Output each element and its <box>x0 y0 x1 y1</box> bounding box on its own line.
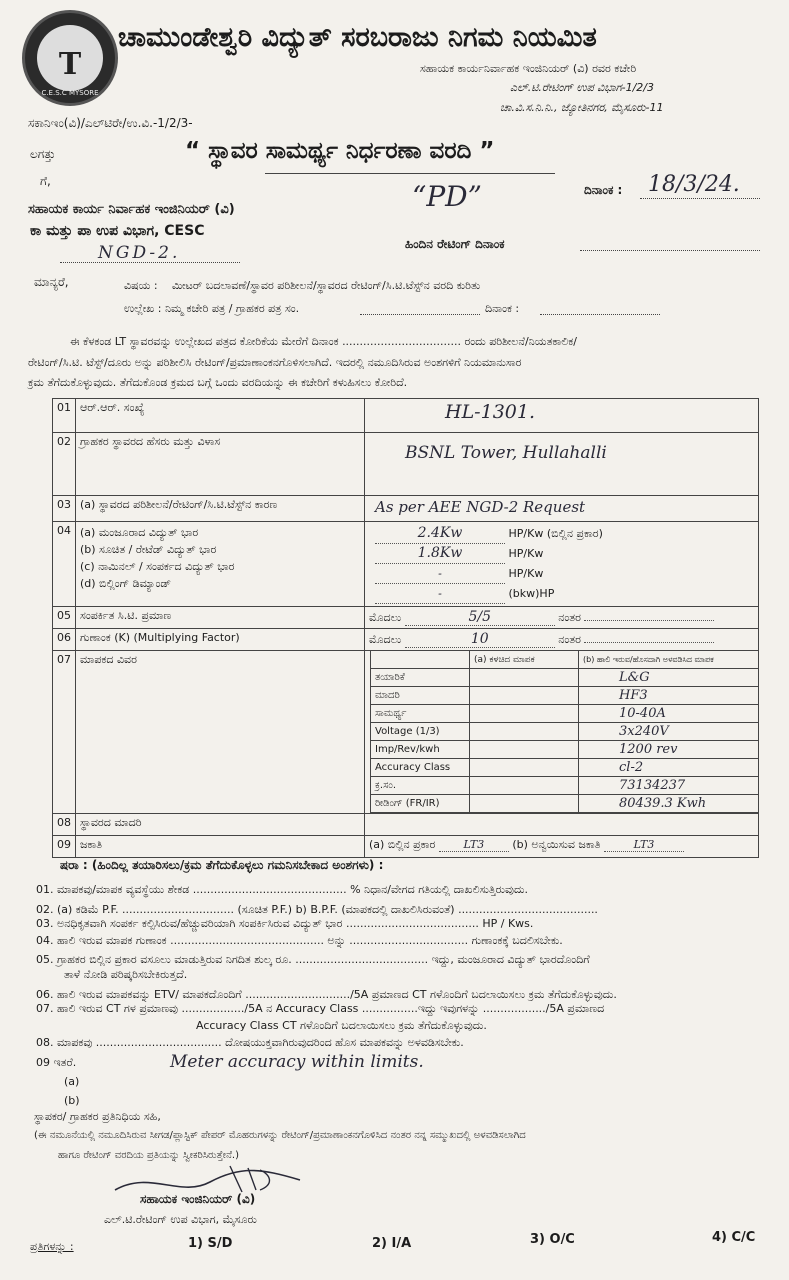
meter-model-old <box>470 687 579 705</box>
row-number: 08 <box>53 814 76 836</box>
org-name: ಚಾಮುಂಡೇಶ್ವರಿ ವಿದ್ಯುತ್ ಸರಬರಾಜು ನಿಗಮ ನಿಯಮಿತ <box>118 22 597 53</box>
note-sub-b: (b) <box>64 1094 80 1107</box>
meter-reading-old <box>470 795 579 813</box>
billing-demand <box>375 584 754 604</box>
table-row-03 <box>53 496 759 522</box>
subject-label: ವಿಷಯ : <box>124 279 158 292</box>
meter-accuracy-value: cl-2 <box>579 759 759 777</box>
meter-serial-old <box>470 777 579 795</box>
ct-ratio-after-line <box>584 620 714 621</box>
logo-letter: T <box>58 47 82 82</box>
meter-details-table <box>370 650 759 813</box>
meter-reading-label: ರೀಡಿಂಗ್ (FR/IR) <box>371 795 470 813</box>
office-line3: ಚಾ.ವಿ.ಸ.ನಿ.ನಿ., ಜ್ಯೋತಿನಗರ, ಮೈಸೂರು-11 <box>500 101 664 114</box>
installation-type-placeholder <box>365 814 759 836</box>
meter-serial-value: 73134237 <box>579 777 759 795</box>
reference-label: ಉಲ್ಲೇಖ : ನಿಮ್ಮ ಕಚೇರಿ ಪತ್ರ / ಗ್ರಾಹಕರ ಪತ್ರ ಸಂ. <box>124 302 300 315</box>
note-07b: Accuracy Class CT ಗಳೊಂದಿಗೆ ಬದಲಾಯಿಸಲು ಕ್ರಮ ತೆಗೆದುಕೊಳ್ಳುವುದು. <box>196 1019 487 1032</box>
meter-accuracy-label: Accuracy Class <box>371 759 470 777</box>
meter-header-blank <box>371 651 470 669</box>
meter-details-label: ಮಾಪಕದ ವಿವರ <box>76 651 365 814</box>
note-04: 04. ಹಾಲಿ ಇರುವ ಮಾಪಕ ಗುಣಾಂಕ ............................................ ಅನ್ನು .................................. ಗುಣಾಂಕಕ್ಕೆ ಬದಲಿಸಬೇಕು. <box>36 934 563 947</box>
meter-model-value: HF3 <box>579 687 759 705</box>
date-value: 18/3/24. <box>648 172 740 197</box>
after-label: ನಂತರ <box>558 611 581 624</box>
meter-make-old <box>470 669 579 687</box>
connected-load-value: - <box>375 564 505 584</box>
meter-row <box>371 705 759 723</box>
tariff-cell <box>365 836 759 858</box>
sanctioned-load-label: (a) ಮಂಜೂರಾದ ವಿದ್ಯುತ್ ಭಾರ <box>80 526 199 539</box>
consumer-note-1: (ಈ ನಮೂನೆಯಲ್ಲಿ ನಮೂದಿಸಿರುವ ಸೀಗಡ/ಪ್ಲಾಸ್ಟಿಕ್ ಪೇಪರ್ ಮೊಹರುಗಳನ್ನು ರೇಟಿಂಗ್/ಪ್ರಮಾಣಾಂಕನಗೊಳಿಸಿದ ನಂತರ ನನ್ನ ಸಮ್ಮುಖದಲ್ಲಿ ಅಳವಡಿಸಲಾಗಿದ <box>34 1130 526 1141</box>
inspection-reason-label: (a) ಸ್ಥಾವರದ ಪರಿಶೀಲನೆ/ರೇಟಿಂಗ್/ಸಿ.ಟಿ.ಟೆಸ್ಟ್‌ನ ಕಾರಣ <box>76 496 365 522</box>
table-row-05 <box>53 607 759 629</box>
rr-number-label: ಆರ್.ಆರ್. ಸಂಖ್ಯೆ <box>76 399 365 433</box>
meter-model-label: ಮಾದರಿ <box>371 687 470 705</box>
applicable-tariff-label: (b) ಅನ್ವಯಿಸುವ ಜಕಾತಿ <box>512 838 601 851</box>
subject-text: ಮೀಟರ್ ಬದಲಾವಣೆ/ಸ್ಥಾವರ ಪರಿಶೀಲನೆ/ಸ್ಥಾವರದ ರೇಟಿಂಗ್/ಸಿ.ಟಿ.ಟೆಸ್ಟ್‌ನ ವರದಿ ಕುರಿತು <box>172 279 481 292</box>
consumer-sign-label: ಸ್ಥಾಪಕರ/ ಗ್ರಾಹಕರ ಪ್ರತಿನಿಧಿಯ ಸಹಿ, <box>34 1110 161 1123</box>
multiplying-factor-label: ಗುಣಾಂಕ (K) (Multiplying Factor) <box>76 629 365 651</box>
prev-rating-label: ಹಿಂದಿನ ರೇಟಿಂಗ್ ದಿನಾಂಕ <box>405 237 505 251</box>
connected-load <box>375 564 754 584</box>
addressee-line2: ಕಾ ಮತ್ತು ಪಾ ಉಪ ವಿಭಾಗ, CESC <box>30 223 205 239</box>
before-label: ಮೊದಲು <box>369 611 402 624</box>
bill-tariff-label: (a) ಬಿಲ್ಲಿನ ಪ್ರಕಾರ <box>369 838 436 851</box>
note-09-value: Meter accuracy within limits. <box>170 1052 424 1072</box>
copy-4: 4) C/C <box>712 1230 756 1245</box>
office-line2: ಎಲ್.ಟಿ.ರೇಟಿಂಗ್ ಉಪ ವಿಭಾಗ-1/2/3 <box>510 81 654 94</box>
note-sub-a: (a) <box>64 1075 80 1088</box>
meter-serial-label: ಕ್ರ.ಸಂ. <box>371 777 470 795</box>
unit-label: HP/Kw <box>508 547 544 560</box>
ct-ratio-label: ಸಂಪರ್ಕಿತ ಸಿ.ಟಿ. ಪ್ರಮಾಣ <box>76 607 365 629</box>
table-row-02 <box>53 433 759 496</box>
tariff-label: ಜಕಾತಿ <box>76 836 365 858</box>
copy-3: 3) O/C <box>530 1232 575 1247</box>
rated-load-value: 1.8Kw <box>375 544 505 564</box>
meter-voltage-old <box>470 723 579 741</box>
unit-label: HP/Kw <box>508 567 544 580</box>
meter-make-label: ತಯಾರಿಕೆ <box>371 669 470 687</box>
row-number: 05 <box>53 607 76 629</box>
note-01: 01. ಮಾಪಕವು/ಮಾಪಕ ವ್ಯವಸ್ಥೆಯು ಶೇಕಡ ............................................ % ನಿಧಾನ/ವೇಗದ ಗತಿಯಲ್ಲಿ ದಾಖಲಿಸುತ್ತಿರುವುದು. <box>36 883 529 896</box>
meter-row <box>371 759 759 777</box>
meter-row <box>371 669 759 687</box>
unit-label: HP/Kw <box>508 527 544 540</box>
meter-row <box>371 795 759 813</box>
meter-imp-old <box>470 741 579 759</box>
row-number: 04 <box>53 522 76 607</box>
row-number: 09 <box>53 836 76 858</box>
row-number: 01 <box>53 399 76 433</box>
installation-type-label: ಸ್ಥಾವರದ ಮಾದರಿ <box>76 814 365 836</box>
meter-row <box>371 741 759 759</box>
meter-imp-label: Imp/Rev/kwh <box>371 741 470 759</box>
engineer-title: ಸಹಾಯಕ ಇಂಜಿನಿಯರ್ (ವಿ) <box>140 1192 256 1206</box>
multiplying-factor-cell <box>365 629 759 651</box>
note-08: 08. ಮಾಪಕವು .................................... ದೋಷಯುಕ್ತವಾಗಿರುವುದರಿಂದ ಹೊಸ ಮಾಪಕವನ್ನು ಅಳವಡಿಸಬೇಕು. <box>36 1036 464 1049</box>
table-row-08 <box>53 814 759 836</box>
note-03: 03. ಅನಧಿಕೃತವಾಗಿ ಸಂಪರ್ಕ ಕಲ್ಪಿಸಿರುವ/ಹೆಚ್ಚುವರಿಯಾಗಿ ಸಂಪರ್ಕಿಸಿರುವ ವಿದ್ಯುತ್ ಭಾರ ...................................... HP / Kws. <box>36 917 534 930</box>
row-number: 03 <box>53 496 76 522</box>
note-05a: 05. ಗ್ರಾಹಕರ ಬಿಲ್ಲಿನ ಪ್ರಕಾರ ವಸೂಲು ಮಾಡುತ್ತಿರುವ ನಿಗದಿತ ಶುಲ್ಕ ರೂ. ...................................... ಇದ್ದು, ಮಂಜೂರಾದ ವಿದ್ಯುತ್ ಭಾರದೊಂದಿಗೆ <box>36 953 590 966</box>
table-row-06 <box>53 629 759 651</box>
sanctioned-load <box>375 524 754 544</box>
note-07a: 07. ಹಾಲಿ ಇರುವ CT ಗಳ ಪ್ರಮಾಣವು ................../5A ನ Accuracy Class ................ಇದ್ದು ಇವುಗಳನ್ನು ................../5A ಪ್ರಮಾಣದ <box>36 1002 605 1015</box>
row-number: 06 <box>53 629 76 651</box>
unit-label: (bkw)HP <box>508 587 555 600</box>
row-number: 07 <box>53 651 76 814</box>
connected-load-label: (c) ನಾಮಿನಲ್ / ಸಂಪರ್ಕದ ವಿದ್ಯುತ್ ಭಾರ <box>80 560 235 573</box>
salutation: ಮಾನ್ಯರೆ, <box>34 275 69 289</box>
meter-capacity-old <box>470 705 579 723</box>
load-values <box>365 522 759 607</box>
rated-load-label: (b) ಸೂಚಿತ / ರೇಟೆಡ್ ವಿದ್ಯುತ್ ಭಾರ <box>80 543 217 556</box>
multiplying-factor-after-line <box>584 642 714 643</box>
table-row-04 <box>53 522 759 607</box>
logo-text: C.E.S.C MYSORE <box>41 89 99 97</box>
enclosure-label: ಲಗತ್ತು <box>30 147 56 161</box>
removed-meter-header: (a) ಕಳಚಿದ ಮಾಪಕ <box>470 651 579 669</box>
before-label: ಮೊದಲು <box>369 633 402 646</box>
multiplying-factor-value: 10 <box>405 631 555 648</box>
applicable-tariff-value: LT3 <box>604 838 684 852</box>
meter-row <box>371 687 759 705</box>
meter-make-value: L&G <box>579 669 759 687</box>
rated-load <box>375 544 754 564</box>
meter-accuracy-old <box>470 759 579 777</box>
copy-1: 1) S/D <box>188 1236 233 1251</box>
meter-capacity-label: ಸಾಮರ್ಥ್ಯ <box>371 705 470 723</box>
copy-2: 2) I/A <box>372 1236 412 1251</box>
meter-imp-value: 1200 rev <box>579 741 759 759</box>
table-row-09 <box>53 836 759 858</box>
meter-row <box>371 723 759 741</box>
pd-mark: “PD” <box>412 180 482 213</box>
reference-line <box>360 314 480 315</box>
table-row-01 <box>53 399 759 433</box>
row-number: 02 <box>53 433 76 496</box>
office-line1: ಸಹಾಯಕ ಕಾರ್ಯನಿರ್ವಾಹಕ ಇಂಜಿನಿಯರ್ (ವಿ) ರವರ ಕಚೇರಿ <box>420 62 637 75</box>
date-label: ದಿನಾಂಕ : <box>584 183 623 197</box>
rr-number-value: HL-1301. <box>365 399 759 433</box>
addressee-line <box>60 262 240 263</box>
body-line1: ಈ ಕೆಳಕಂಡ LT ಸ್ಥಾವರವನ್ನು ಉಲ್ಲೇಖದ ಪತ್ರದ ಕೋರಿಕೆಯ ಮೇರೆಗೆ ದಿನಾಂಕ .................................. ರಂದು ಪರಿಶೀಲನೆ/ನಿಯತಕಾಲಿಕ/ <box>70 335 577 348</box>
bill-note: (ಬಿಲ್ಲಿನ ಪ್ರಕಾರ) <box>546 527 603 540</box>
reference-date-label: ದಿನಾಂಕ : <box>485 302 520 315</box>
consumer-name-value: BSNL Tower, Hullahalli <box>365 433 759 496</box>
installed-meter-header: (b) ಹಾಲಿ ಇರುವ/ಹೊಸದಾಗಿ ಅಳವಡಿಸಿದ ಮಾಪಕ <box>579 651 759 669</box>
reference-date-line <box>540 314 660 315</box>
prev-rating-line <box>580 250 760 251</box>
ct-ratio-value: 5/5 <box>405 609 555 626</box>
consumer-note-2: ಹಾಗೂ ರೇಟಿಂಗ್ ವರದಿಯ ಪ್ರತಿಯನ್ನು ಸ್ವೀಕರಿಸಿರುತ್ತೇನೆ.) <box>58 1150 239 1161</box>
after-label: ನಂತರ <box>558 633 581 646</box>
consumer-name-label: ಗ್ರಾಹಕರ ಸ್ಥಾವರದ ಹೆಸರು ಮತ್ತು ವಿಳಾಸ <box>76 433 365 496</box>
ref-number: ಸಕಾನಿಇಂ(ವಿ)/ಎಲ್‌ಟಿರೇ/ಉ.ವಿ.-1/2/3- <box>28 116 193 130</box>
engineer-office: ಎಲ್.ಟಿ.ರೇಟಿಂಗ್ ಉಪ ವಿಭಾಗ, ಮೈಸೂರು <box>104 1213 257 1226</box>
note-05b: ತಾಳೆ ನೋಡಿ ಪರಿಷ್ಕರಿಸಬೇಕಿರುತ್ತದೆ. <box>64 968 188 981</box>
inspection-reason-value: As per AEE NGD-2 Request <box>365 496 759 522</box>
bill-tariff-value: LT3 <box>439 838 509 852</box>
notes-heading: ಷರಾ : (ಹಿಂದಿಲ್ಲ ತಯಾರಿಸಲು/ಕ್ರಮ ತೆಗೆದುಕೊಳ್ಳಲು ಗಮನಿಸಬೇಕಾದ ಅಂಶಗಳು) : <box>60 858 384 872</box>
report-title: “ ಸ್ಥಾವರ ಸಾಮರ್ಥ್ಯ ನಿರ್ಧರಣಾ ವರದಿ ” <box>185 138 495 164</box>
meter-row <box>371 777 759 795</box>
body-line2: ರೇಟಿಂಗ್/ಸಿ.ಟಿ. ಟೆಸ್ಟ್/ದೂರು ಅನ್ನು ಪರಿಶೀಲಿಸಿ ರೇಟಿಂಗ್/ಪ್ರಮಾಣಾಂಕನಗೊಳಿಸಲಾಗಿದೆ. ಇದರಲ್ಲಿ ನಮೂದಿಸಿರುವ ಅಂಶಗಳಿಗೆ ನಿಯಮಾನುಸಾರ <box>28 356 522 369</box>
addressee-line1: ಸಹಾಯಕ ಕಾರ್ಯ ನಿರ್ವಾಹಕ ಇಂಜಿನಿಯರ್ (ವಿ) <box>28 202 235 217</box>
note-06: 06. ಹಾಲಿ ಇರುವ ಮಾಪಕವನ್ನು ETV/ ಮಾಪಕದೊಂದಿಗೆ ............................../5A ಪ್ರಮಾಣದ CT ಗಳೊಂದಿಗೆ ಬದಲಾಯಿಸಲು ಕ್ರಮ ತೆಗೆದುಕೊಳ್ಳುವುದು. <box>36 988 617 1001</box>
load-labels <box>76 522 365 607</box>
meter-capacity-value: 10-40A <box>579 705 759 723</box>
logo-inner <box>37 25 103 91</box>
note-09: 09 ಇತರೆ. <box>36 1056 77 1069</box>
billing-demand-label: (d) ಬಿಲ್ಲಿಂಗ್ ಡಿಮ್ಯಾಂಡ್ <box>80 577 171 590</box>
copies-label: ಪ್ರತಿಗಳನ್ನು : <box>30 1240 74 1253</box>
cesc-logo <box>22 10 118 106</box>
date-line <box>640 198 760 199</box>
meter-voltage-label: Voltage (1/3) <box>371 723 470 741</box>
meter-header-row <box>371 651 759 669</box>
to-label: ಗೆ, <box>40 174 51 188</box>
sanctioned-load-value: 2.4Kw <box>375 524 505 544</box>
meter-reading-value: 80439.3 Kwh <box>579 795 759 813</box>
ct-ratio-cell <box>365 607 759 629</box>
note-02: 02. (a) ಕಡಿಮೆ P.F. ................................ (ಸೂಚಿತ P.F.) b) B.P.F. (ಮಾಪಕದಲ್ಲಿ ದಾಖಲಿಸಿರುವಂತೆ) ........................................ <box>36 903 598 916</box>
billing-demand-value: - <box>375 584 505 604</box>
title-underline <box>265 173 555 174</box>
body-line3: ಕ್ರಮ ತೆಗೆದುಕೊಳ್ಳುವುದು. ತೆಗೆದುಕೊಂಡ ಕ್ರಮದ ಬಗ್ಗೆ ಒಂದು ವರದಿಯನ್ನು ಈ ಕಚೇರಿಗೆ ಕಳುಹಿಸಲು ಕೋರಿದೆ. <box>28 376 408 389</box>
addressee-line3: NGD-2. <box>98 243 181 263</box>
meter-voltage-value: 3x240V <box>579 723 759 741</box>
